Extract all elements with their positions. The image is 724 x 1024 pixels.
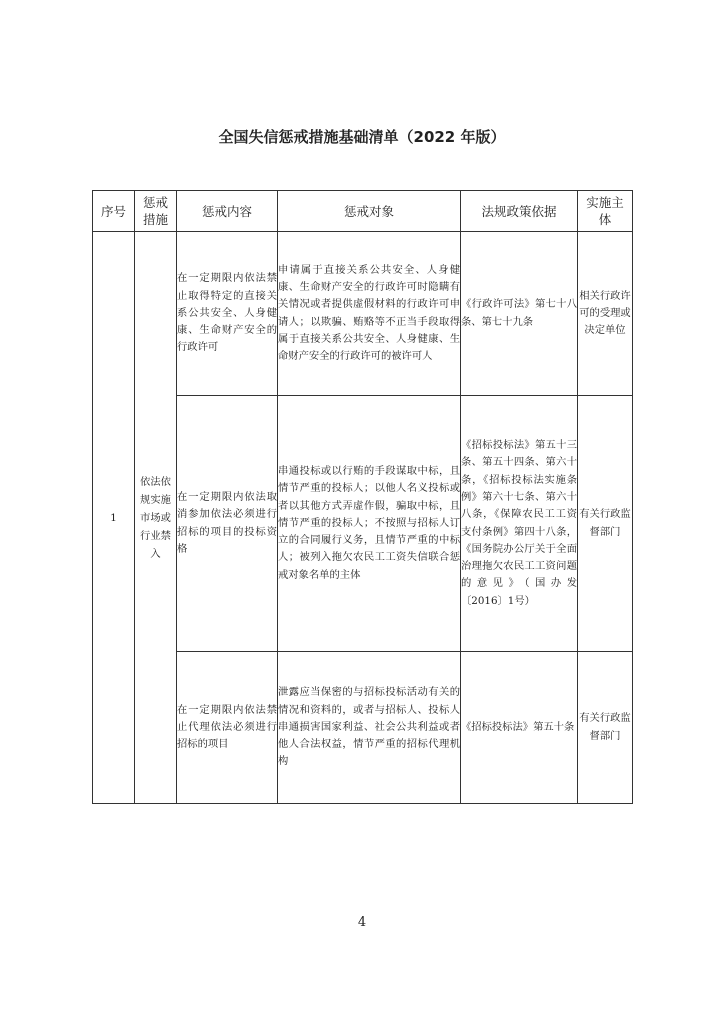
content-cell: 在一定期限内依法取消参加依法必须进行招标的项目的投标资格 [177, 396, 278, 652]
header-row [93, 191, 633, 232]
header-authority: 实施主体 [578, 191, 633, 232]
target-cell: 串通投标或以行贿的手段谋取中标，且情节严重的投标人；以他人名义投标或者以其他方式弄虚作假，骗取中标，且情节严重的投标人；不按照与招标人订立的合同履行义务，且情节严重的中标人；被列入拖欠农民工工资失信联合惩戒对象名单的主体 [278, 396, 461, 652]
measures-table [92, 190, 633, 804]
header-target: 惩戒对象 [278, 191, 461, 232]
authority-cell: 相关行政许可的受理或决定单位 [578, 232, 633, 396]
measure-cell: 依法依规实施市场或行业禁入 [135, 232, 177, 804]
table-row [93, 232, 633, 396]
header-basis: 法规政策依据 [461, 191, 578, 232]
content-cell: 在一定期限内依法禁止代理依法必须进行招标的项目 [177, 652, 278, 804]
authority-cell: 有关行政监督部门 [578, 396, 633, 652]
header-seq: 序号 [93, 191, 135, 232]
basis-cell: 《招标投标法》第五十三条、第五十四条、第六十条，《招标投标法实施条例》第六十七条、第六十八条，《保障农民工工资支付条例》第四十八条，《国务院办公厅关于全面治理拖欠农民工工资问题的意见》（国办发〔2016〕1号） [461, 396, 578, 652]
header-measure: 惩戒措施 [135, 191, 177, 232]
target-cell: 申请属于直接关系公共安全、人身健康、生命财产安全的行政许可时隐瞒有关情况或者提供虚假材料的行政许可申请人；以欺骗、贿赂等不正当手段取得属于直接关系公共安全、人身健康、生命财产安全的行政许可的被许可人 [278, 232, 461, 396]
page-number: 4 [357, 915, 367, 930]
authority-cell: 有关行政监督部门 [578, 652, 633, 804]
target-cell: 泄露应当保密的与招标投标活动有关的情况和资料的，或者与招标人、投标人串通损害国家利益、社会公共利益或者他人合法权益，情节严重的招标代理机构 [278, 652, 461, 804]
page-title: 全国失信惩戒措施基础清单（2022 年版） [218, 128, 506, 146]
header-content: 惩戒内容 [177, 191, 278, 232]
content-cell: 在一定期限内依法禁止取得特定的直接关系公共安全、人身健康、生命财产安全的行政许可 [177, 232, 278, 396]
basis-cell: 《行政许可法》第七十八条、第七十九条 [461, 232, 578, 396]
basis-cell: 《招标投标法》第五十条 [461, 652, 578, 804]
seq-cell: 1 [93, 232, 135, 804]
